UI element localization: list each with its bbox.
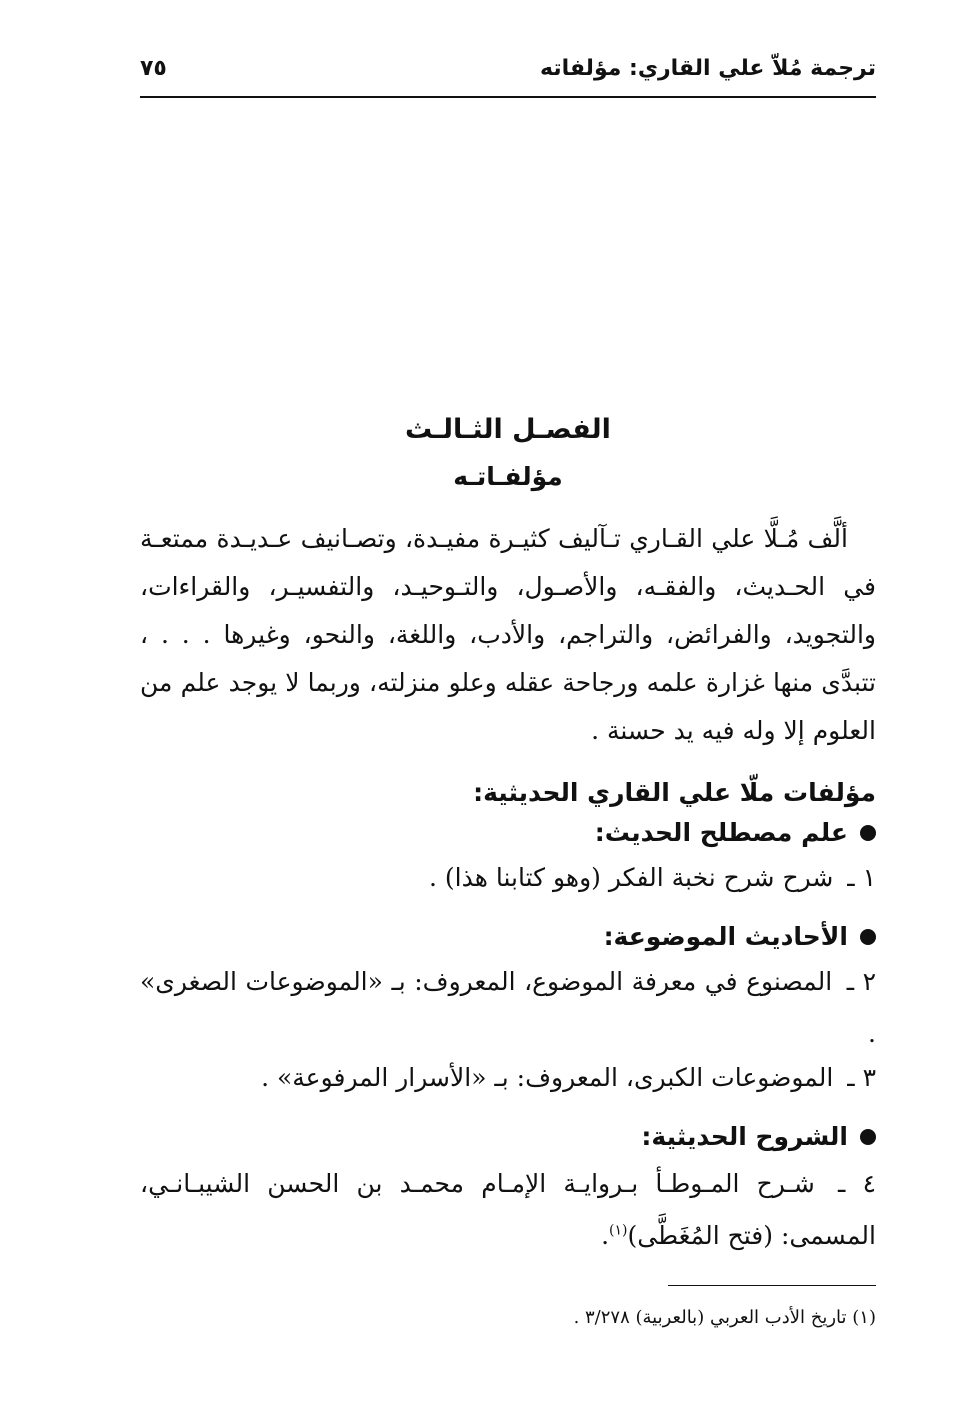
category-hadith-commentaries <box>140 1122 876 1151</box>
bullet-icon <box>860 825 876 841</box>
bullet-icon <box>860 929 876 945</box>
category-hadith-terminology <box>140 818 876 847</box>
entry-text: شرح شرح نخبة الفكر (وهو كتابنا هذا) . <box>429 863 834 892</box>
running-title: ترجمة مُلاّ علي القاري: مؤلفاته <box>539 56 876 81</box>
entry-number: ٢ ـ <box>846 967 876 996</box>
bullet-icon <box>860 1129 876 1145</box>
footnote: (١) تاريخ الأدب العربي (بالعربية) ٣/٢٧٨ . <box>573 1307 876 1328</box>
chapter-subtitle: مؤلفـاتـه <box>453 462 563 491</box>
category-label: علم مصطلح الحديث: <box>594 818 848 847</box>
entry-number: ١ ـ <box>847 863 876 892</box>
chapter-title: الفصـل الثـالـث <box>405 414 611 445</box>
list-item <box>140 852 876 904</box>
category-label: الشروح الحديثية: <box>641 1122 848 1151</box>
list-item <box>140 956 876 1060</box>
list-item <box>140 1052 876 1104</box>
intro-paragraph-block <box>140 515 876 755</box>
category-label: الأحاديث الموضوعة: <box>603 922 848 951</box>
page-number: ٧٥ <box>140 56 167 81</box>
category-fabricated-hadith <box>140 922 876 951</box>
entry-text: شـرح المـوطـأ بـروايـة الإمـام محمـد بن الحسن الشيبـانـي، المسمى: (فتح المُغَطَّى) <box>140 1169 876 1250</box>
entry-number: ٤ ـ <box>838 1169 876 1198</box>
footnote-reference: (١) <box>609 1222 628 1239</box>
footnote-divider <box>668 1285 876 1286</box>
entry-text: المصنوع في معرفة الموضوع، المعروف: بـ «الموضوعات الصغرى» . <box>140 967 876 1048</box>
page-header <box>140 50 876 98</box>
entry-text: الموضوعات الكبرى، المعروف: بـ «الأسرار المرفوعة» . <box>261 1063 834 1092</box>
list-item <box>140 1158 876 1262</box>
section-heading: مؤلفات ملّا علي القاري الحديثية: <box>473 778 876 807</box>
entry-tail: . <box>601 1221 610 1250</box>
entry-number: ٣ ـ <box>847 1063 876 1092</box>
intro-paragraph: ألَّف مُـلَّا علي القـاري تـآليف كثيـرة مفيـدة، وتصـانيف عـديـدة ممتعـة في الحـديث، والفقـه، والأصـول، والتـوحيـد، والتفسيـر، والقراءات، والتجويد، والفرائض، والتراجم، والأدب، واللغة، والنحو، وغيرها . . . ، تتبدَّى منها غزارة علمه ورجاحة عقله وعلو منزلته، وربما لا يوجد علم من العلوم إلا وله فيه يد حسنة . <box>140 524 876 745</box>
